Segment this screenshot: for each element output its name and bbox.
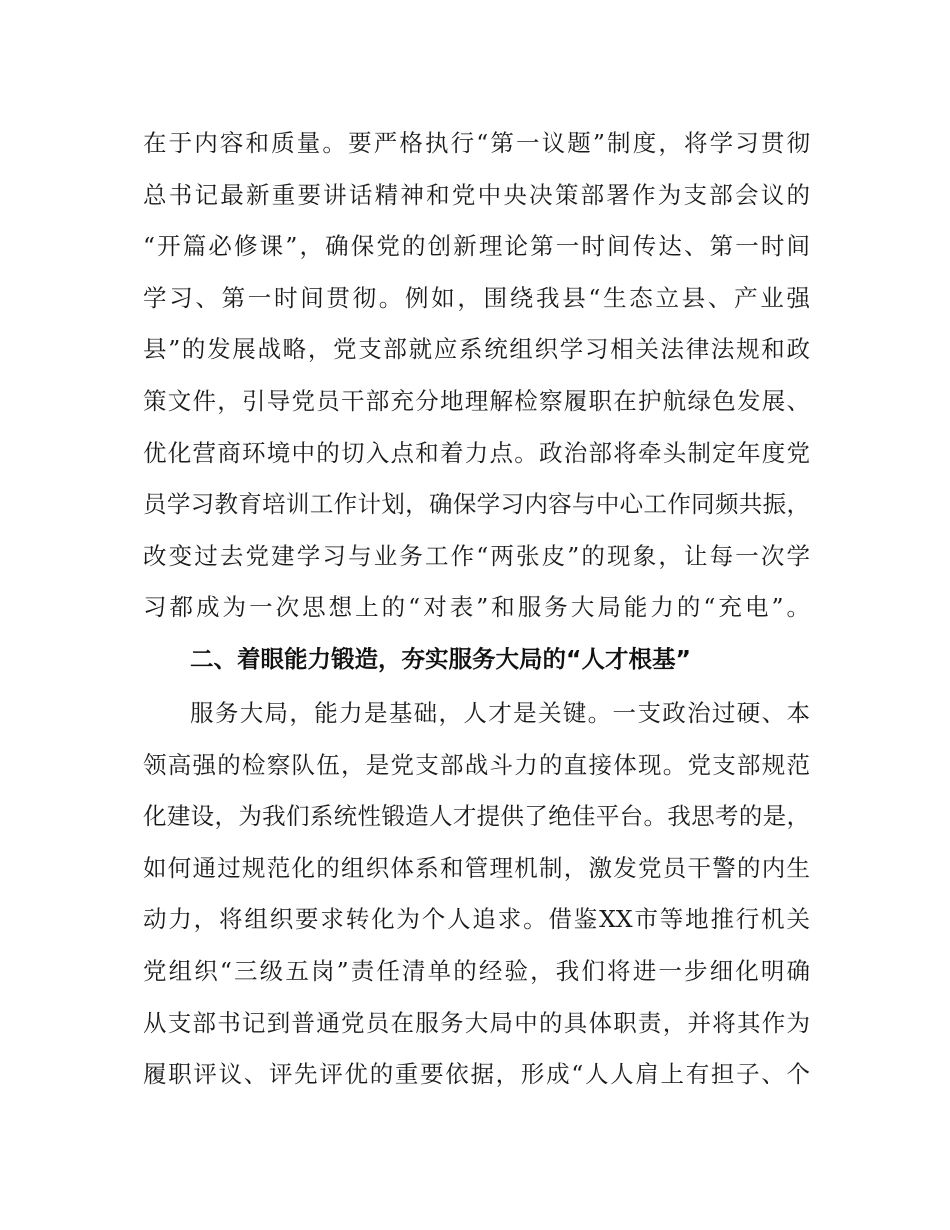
text-line: 改变过去党建学习与业务工作“两张皮”的现象，让每一次学: [143, 541, 810, 570]
text-line: 动力，将组织要求转化为个人追求。借鉴XX市等地推行机关: [143, 905, 810, 934]
text-line: “开篇必修课”，确保党的创新理论第一时间传达、第一时间: [143, 232, 810, 261]
paragraph-1: [143, 127, 810, 643]
text-line: 党组织“三级五岗”责任清单的经验，我们将进一步细化明确: [143, 956, 810, 985]
text-line: 总书记最新重要讲话精神和党中央决策部署作为支部会议的: [143, 180, 810, 209]
text-line: 在于内容和质量。要严格执行“第一议题”制度，将学习贯彻: [143, 129, 810, 157]
paragraph-2: [143, 697, 810, 1110]
text-line: 员学习教育培训工作计划，确保学习内容与中心工作同频共振，: [143, 490, 810, 519]
text-line: 服务大局，能力是基础，人才是关键。一支政治过硬、本: [190, 698, 810, 727]
text-line: 优化营商环境中的切入点和着力点。政治部将牵头制定年度党: [143, 438, 810, 467]
document-page: [143, 127, 810, 1110]
text-line: 县”的发展战略，党支部就应系统组织学习相关法律法规和政: [143, 335, 810, 364]
text-line: 从支部书记到普通党员在服务大局中的具体职责，并将其作为: [143, 1008, 810, 1037]
section-heading: 二、着眼能力锻造，夯实服务大局的“人才根基”: [190, 644, 691, 673]
text-line: 化建设，为我们系统性锻造人才提供了绝佳平台。我思考的是，: [143, 802, 810, 831]
text-line: 如何通过规范化的组织体系和管理机制，激发党员干警的内生: [143, 853, 810, 882]
text-line: 学习、第一时间贯彻。例如，围绕我县“生态立县、产业强: [143, 283, 810, 312]
text-line: 策文件，引导党员干部充分地理解检察履职在护航绿色发展、: [143, 386, 810, 415]
text-line: 领高强的检察队伍，是党支部战斗力的直接体现。党支部规范: [143, 750, 810, 779]
text-line: 习都成为一次思想上的“对表”和服务大局能力的“充电”。: [143, 593, 810, 622]
text-line: 履职评议、评先评优的重要依据，形成“人人肩上有担子、个: [143, 1060, 810, 1089]
